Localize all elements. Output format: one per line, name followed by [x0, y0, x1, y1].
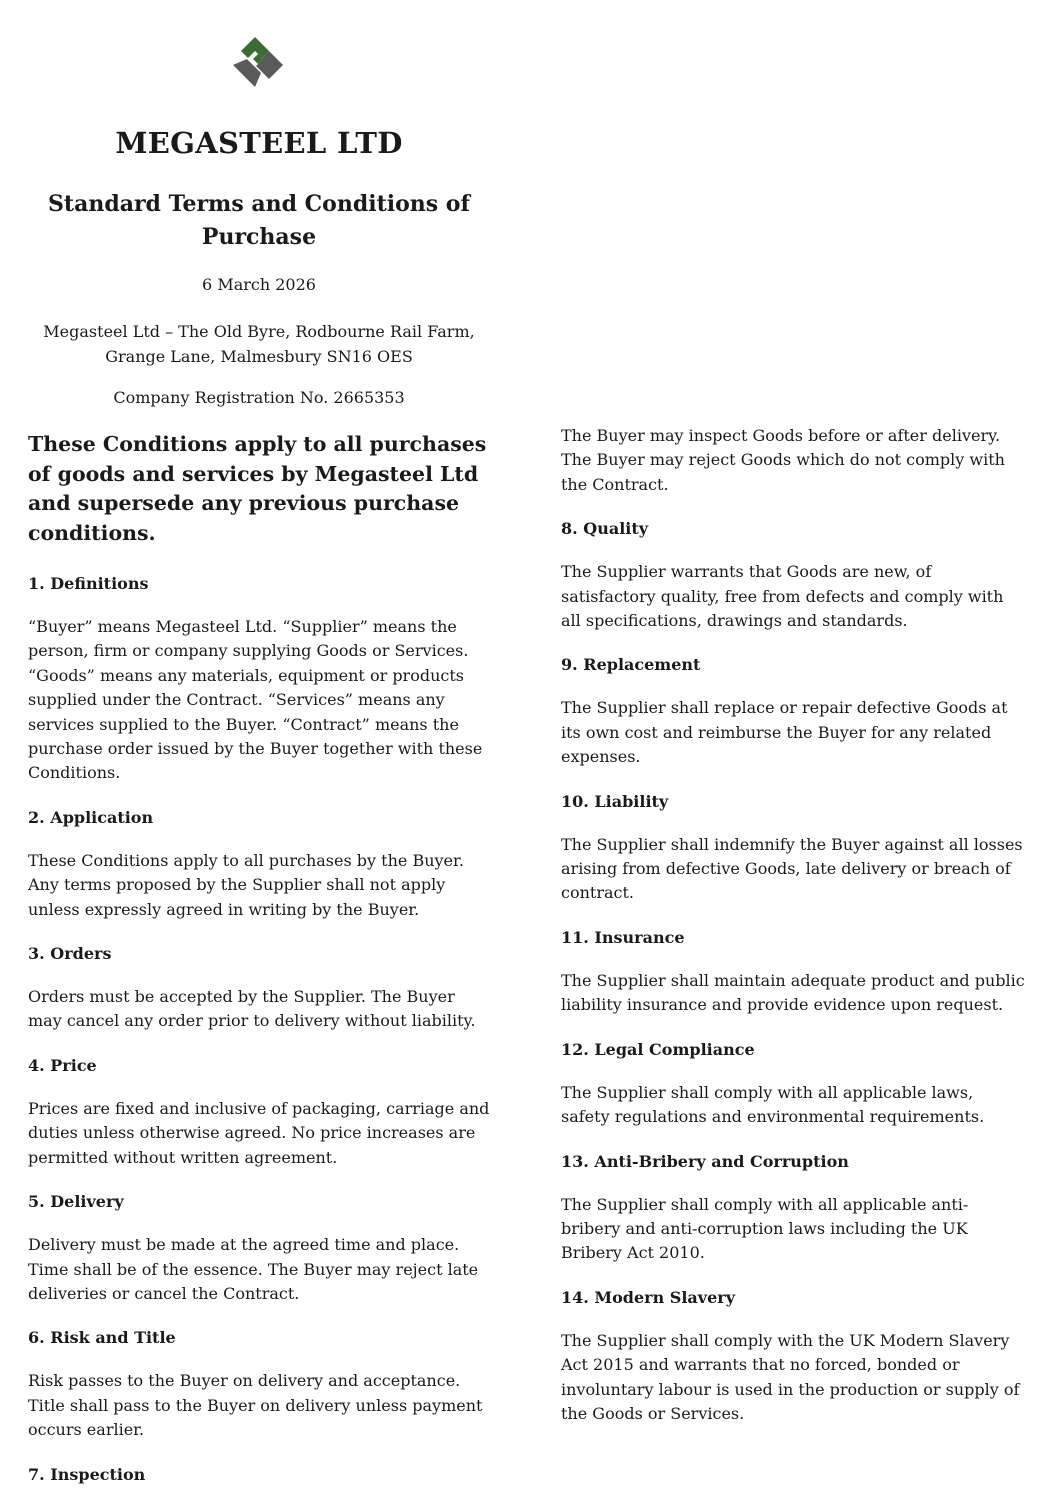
section-heading: 7. Inspection: [28, 1464, 146, 1484]
diamond-logo-icon: [229, 33, 287, 91]
document-date: 6 March 2026: [202, 275, 316, 294]
section-text: Orders must be accepted by the Supplier. The Buyer may cancel any order prior to delivery without liability.: [28, 987, 476, 1031]
section-heading: 11. Insurance: [561, 927, 685, 947]
section-heading: 2. Application: [28, 807, 154, 827]
section-text: The Buyer may inspect Goods before or after delivery. The Buyer may reject Goods which do not comply with the Contract.: [561, 426, 1005, 494]
company-address: Megasteel Ltd – The Old Byre, Rodbourne Rail Farm, Grange Lane, Malmesbury SN16 OES: [43, 322, 475, 366]
section-text: Prices are fixed and inclusive of packaging, carriage and duties unless otherwise agreed. No price increases are permitted without written agreement.: [28, 1098, 490, 1167]
section-text: The Supplier shall comply with all applicable anti-bribery and anti-corruption laws including the UK Bribery Act 2010.: [561, 1194, 969, 1263]
section-heading: 13. Anti-Bribery and Corruption: [561, 1151, 849, 1171]
section-heading: 3. Orders: [28, 944, 112, 964]
section-text: The Supplier shall comply with all applicable laws, safety regulations and environmental requirements.: [561, 1082, 985, 1127]
section-text: “Buyer” means Megasteel Ltd. “Supplier” means the person, firm or company supplying Goods or Services. “Goods” means any materials, equipment or products supplied under the Contract. “Services” means any services supplied to the Buyer. “Contract” means the purchase order issued by the Buyer together with these Conditions.: [28, 617, 483, 783]
section-text: Risk passes to the Buyer on delivery and acceptance. Title shall pass to the Buyer on delivery unless payment occurs earlier.: [28, 1371, 483, 1440]
document-title: Standard Terms and Conditions of Purchase: [48, 191, 470, 250]
section-text: The Supplier shall indemnify the Buyer against all losses arising from defective Goods, late delivery or breach of contract.: [561, 834, 1023, 903]
section-text: The Supplier shall comply with the UK Modern Slavery Act 2015 and warrants that no forced, bonded or involuntary labour is used in the production or supply of the Goods or Services.: [561, 1330, 1020, 1423]
section-heading: 6. Risk and Title: [28, 1328, 176, 1348]
right-column: [561, 424, 1025, 1445]
section-heading: 10. Liability: [561, 791, 669, 811]
section-heading: 4. Price: [28, 1055, 97, 1075]
section-heading: 14. Modern Slavery: [561, 1287, 735, 1307]
section-heading: 12. Legal Compliance: [561, 1039, 755, 1059]
section-heading: 9. Replacement: [561, 655, 701, 675]
section-text: Delivery must be made at the agreed time and place. Time shall be of the essence. The Buyer may reject late deliveries or cancel the Contract.: [28, 1235, 479, 1303]
section-heading: 8. Quality: [561, 519, 649, 539]
section-text: These Conditions apply to all purchases by the Buyer. Any terms proposed by the Supplier shall not apply unless expressly agreed in writing by the Buyer.: [28, 850, 464, 919]
intro-statement: These Conditions apply to all purchases of goods and services by Megasteel Ltd and supersede any previous purchase conditions.: [28, 432, 487, 545]
section-text: The Supplier shall maintain adequate product and public liability insurance and provide evidence upon request.: [561, 970, 1025, 1015]
section-heading: 5. Delivery: [28, 1192, 124, 1212]
section-text: The Supplier warrants that Goods are new, of satisfactory quality, free from defects and comply with all specifications, drawings and standards.: [561, 562, 1004, 631]
registration-number: Company Registration No. 2665353: [113, 388, 405, 407]
section-heading: 1. Definitions: [28, 574, 149, 593]
company-name: MEGASTEEL LTD: [115, 126, 403, 160]
section-text: The Supplier shall replace or repair defective Goods at its own cost and reimburse the Buyer for any related expenses.: [561, 698, 1008, 767]
left-column: [28, 430, 490, 1506]
